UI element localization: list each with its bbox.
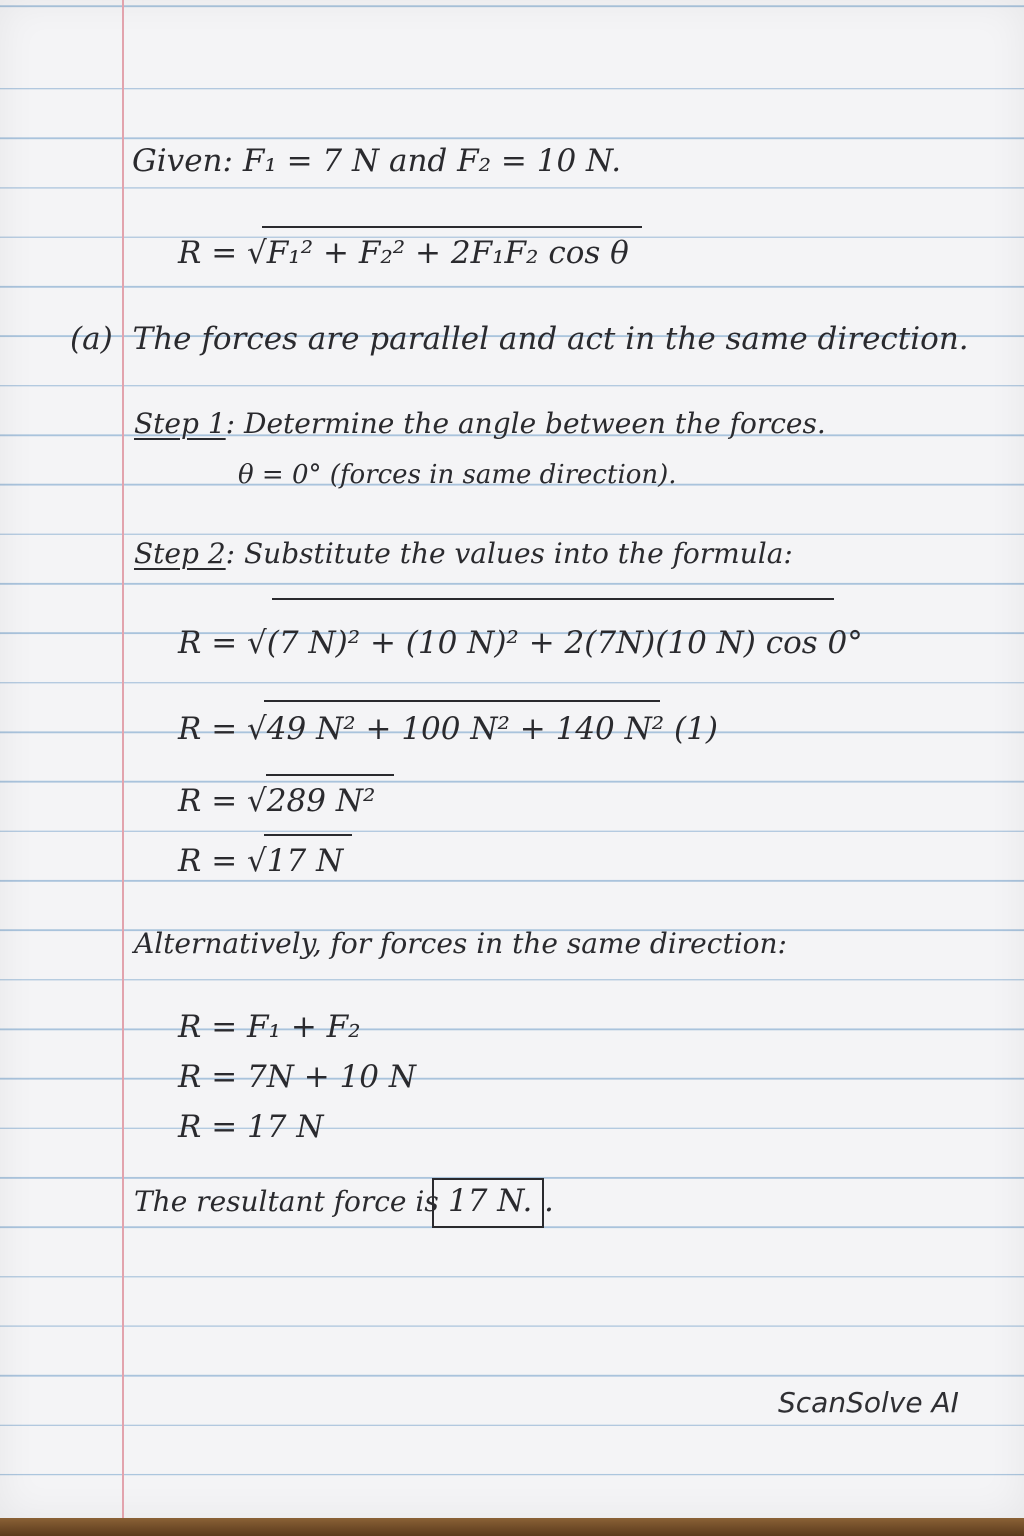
step1-text: : Determine the angle between the forces. (225, 407, 826, 440)
given-label: Given: (132, 143, 233, 179)
formula-radicand: F₁² + F₂² + 2F₁F₂ cos θ (266, 235, 629, 271)
calc-radicand: 289 N² (266, 783, 376, 819)
radical-bar (266, 774, 394, 776)
calc-lhs: R = (178, 843, 238, 879)
sqrt-symbol: √ (247, 843, 267, 879)
radical-bar (262, 226, 642, 228)
general-formula (178, 235, 629, 271)
calc-lhs: R = (178, 625, 238, 661)
sqrt-symbol: √ (247, 235, 267, 271)
step1-result: θ = 0° (forces in same direction). (238, 460, 677, 490)
step2-line (134, 537, 793, 570)
calc-radicand: 49 N² + 100 N² + 140 N² (1) (266, 711, 718, 747)
alt-line-3: R = 17 N (178, 1109, 324, 1145)
step1-line (134, 407, 826, 440)
part-a-marker: (a) (70, 321, 113, 357)
calc-lhs: R = (178, 711, 238, 747)
given-line (132, 143, 622, 179)
alternative-intro: Alternatively, for forces in the same direction: (134, 927, 787, 960)
radical-bar (264, 700, 660, 702)
part-a-statement: The forces are parallel and act in the same direction. (132, 321, 969, 357)
calc-line-3 (178, 783, 376, 819)
step2-text: : Substitute the values into the formula: (225, 537, 793, 570)
calc-line-2 (178, 711, 718, 747)
conclusion-text: The resultant force is (134, 1185, 439, 1218)
radical-bar (264, 834, 352, 836)
alt-line-2: R = 7N + 10 N (178, 1059, 416, 1095)
formula-lhs: R = (178, 235, 238, 271)
step2-label: Step 2 (134, 537, 226, 570)
radical-bar (272, 598, 834, 600)
part-a-line (70, 321, 969, 357)
step1-label: Step 1 (134, 407, 226, 440)
calc-radicand: 17 N (266, 843, 344, 879)
answer-value: 17 N. (448, 1183, 533, 1219)
calc-radicand: (7 N)² + (10 N)² + 2(7N)(10 N) cos 0° (266, 625, 863, 661)
calc-lhs: R = (178, 783, 238, 819)
sqrt-symbol: √ (247, 783, 267, 819)
calc-line-1 (178, 625, 863, 661)
scansolve-watermark: ScanSolve AI (778, 1386, 959, 1419)
given-values: F₁ = 7 N and F₂ = 10 N. (242, 143, 622, 179)
sqrt-symbol: √ (247, 625, 267, 661)
margin-line (122, 0, 124, 1518)
alt-line-1: R = F₁ + F₂ (178, 1009, 361, 1045)
calc-line-4 (178, 843, 344, 879)
sqrt-symbol: √ (247, 711, 267, 747)
conclusion-period: . (544, 1183, 554, 1219)
desk-surface (0, 1518, 1024, 1536)
